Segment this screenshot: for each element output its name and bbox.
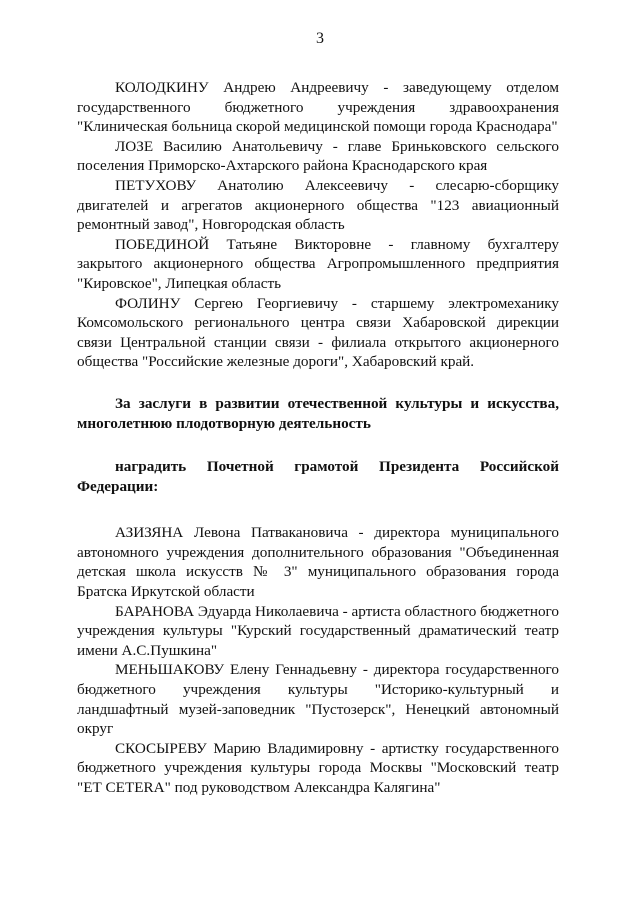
award-decree-line: наградить Почетной грамотой Президента Российской Федерации: (77, 458, 559, 495)
award-entry: БАРАНОВА Эдуарда Николаевича - артиста областного бюджетного учреждения культуры "Курский государственный драматический театр имени А.С.Пушкина" (77, 602, 559, 659)
award-entry: МЕНЬШАКОВУ Елену Геннадьевну - директора государственного бюджетного учреждения культуры "Историко-культурный и ландшафтный музей-заповедник "Пустозерск", Ненецкий автономный округ (77, 661, 559, 738)
section-heading: За заслуги в развитии отечественной культуры и искусства, многолетнюю плодотворную деятельность (77, 394, 559, 432)
award-entry: ПЕТУХОВУ Анатолию Алексеевичу - слесарю-сборщику двигателей и агрегатов акционерного общества "123 авиационный ремонтный завод", Новгородская область (77, 176, 559, 234)
document-body (77, 78, 559, 798)
award-entry: ФОЛИНУ Сергею Георгиевичу - старшему электромеханику Комсомольского регионального центра связи Хабаровской дирекции связи Центральной станции связи - филиала открытого акционерного общества "Российские железные дороги", Хабаровский край. (77, 294, 559, 371)
award-entry: ЛОЗЕ Василию Анатольевичу - главе Бриньковского сельского поселения Приморско-Ахтарского района Краснодарского края (77, 137, 559, 175)
award-entry: СКОСЫРЕВУ Марию Владимировну - артистку государственного бюджетного учреждения культуры города Москвы "Московский театр "ЕТ CETERA" под руководством Александра Калягина" (77, 739, 559, 796)
award-entry: ПОБЕДИНОЙ Татьяне Викторовне - главному бухгалтеру закрытого акционерного общества Агропромышленного предприятия "Кировское", Липецкая область (77, 235, 559, 292)
page-number: 3 (316, 30, 324, 47)
award-entry: КОЛОДКИНУ Андрею Андреевичу - заведующему отделом государственного бюджетного учреждения здравоохранения "Клиническая больница скорой медицинской помощи города Краснодара" (77, 79, 559, 136)
spacer (77, 496, 559, 523)
award-entry: АЗИЗЯНА Левона Патвакановича - директора муниципального автономного учреждения дополнительного образования "Объединенная детская школа искусств № 3" муниципального образования города Братска Иркутской области (77, 524, 559, 601)
